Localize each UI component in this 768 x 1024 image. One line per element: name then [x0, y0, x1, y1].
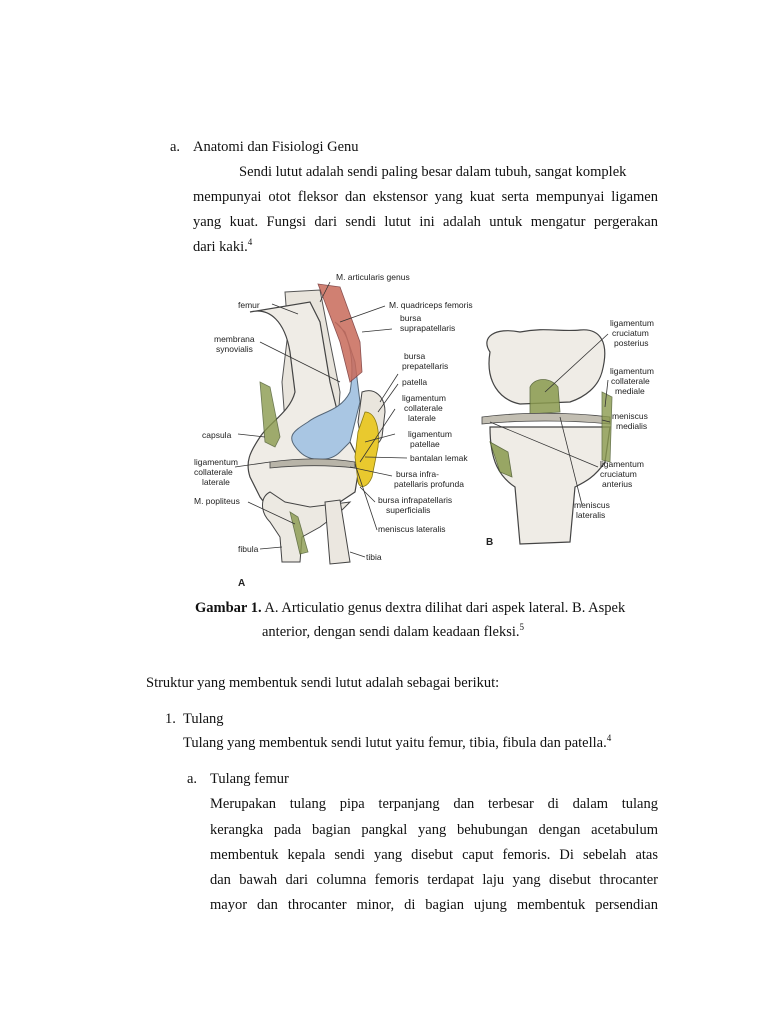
- label-bursa-prepatellaris: bursa: [404, 351, 426, 361]
- label-ligamentum-cruciatum-posterius: ligamentum: [610, 318, 654, 328]
- label-ligamentum-patellae: ligamentum: [408, 429, 452, 439]
- figure-caption-line2: [262, 622, 524, 642]
- label-bursa-infrapatellaris-superficialis: bursa infrapatellaris: [378, 495, 453, 505]
- footnote-ref: 4: [606, 733, 612, 744]
- figure-caption-label: Gambar 1.: [195, 600, 262, 616]
- item-1a-line: Merupakan tulang pipa terpanjang dan terbesar di dalam tulang: [210, 796, 658, 812]
- item-1a-heading: Tulang femur: [210, 771, 289, 787]
- label-bursa-infrapatellaris-superficialis: superficialis: [386, 505, 431, 515]
- panel-a-illustration: [248, 284, 385, 564]
- label-ligamentum-collaterale-laterale: collaterale: [404, 403, 443, 413]
- label-ligamentum-cruciatum-posterius: posterius: [614, 338, 649, 348]
- knee-anatomy-figure: [190, 262, 668, 592]
- figure-caption-line1: [195, 598, 625, 618]
- section-a-para-last: [193, 237, 252, 257]
- figure-caption-text: anterior, dengan sendi dalam keadaan fleksi.: [262, 624, 520, 640]
- item-1a-line: membentuk kepala sendi yang disebut caput femoris. Di sebelah atas: [210, 847, 658, 863]
- label-bantalan-lemak: bantalan lemak: [410, 453, 468, 463]
- label-meniscus-medialis: medialis: [616, 421, 648, 431]
- label-ligamentum-collaterale-laterale: laterale: [408, 413, 436, 423]
- section-a-para-line: dari kaki.: [193, 239, 248, 255]
- panel-b-letter: B: [486, 537, 494, 548]
- item-1-text: Tulang yang membentuk sendi lutut yaitu femur, tibia, fibula dan patella.: [183, 735, 607, 751]
- label-m-articularis-genus: M. articularis genus: [336, 272, 410, 282]
- section-a-heading: Anatomi dan Fisiologi Genu: [193, 139, 359, 155]
- label-membrana-synovialis: synovialis: [216, 344, 253, 354]
- label-m-quadriceps-femoris: M. quadriceps femoris: [389, 300, 473, 310]
- structure-intro: Struktur yang membentuk sendi lutut adalah sebagai berikut:: [146, 675, 500, 691]
- label-fibula: fibula: [238, 544, 259, 554]
- label-ligamentum-cruciatum-anterius: anterius: [602, 479, 633, 489]
- label-capsula: capsula: [202, 430, 232, 440]
- label-bursa-suprapatellaris: bursa: [400, 313, 422, 323]
- footnote-ref: 4: [247, 237, 253, 248]
- panel-a-letter: A: [238, 578, 246, 589]
- section-a-para-line: Sendi lutut adalah sendi paling besar dalam tubuh, sangat komplek: [239, 164, 627, 180]
- item-1-marker: 1.: [165, 711, 176, 727]
- figure-caption-text: A. Articulatio genus dextra dilihat dari aspek lateral. B. Aspek: [261, 600, 626, 616]
- label-bursa-suprapatellaris: suprapatellaris: [400, 323, 456, 333]
- label-ligamentum-cruciatum-anterius: cruciatum: [600, 469, 637, 479]
- label-bursa-infrapatellaris-profunda: patellaris profunda: [394, 479, 464, 489]
- section-a-para-line: yang kuat. Fungsi dari sendi lutut ini adalah untuk mengatur pergerakan: [193, 214, 658, 230]
- label-ligamentum-collaterale-mediale: mediale: [615, 386, 645, 396]
- item-1a-line: kerangka pada bagian pangkal yang behubungan dengan acetabulum: [210, 822, 658, 838]
- label-ligamentum-cruciatum-posterius: cruciatum: [612, 328, 649, 338]
- label-bursa-prepatellaris: prepatellaris: [402, 361, 449, 371]
- label-ligamentum-collaterale-laterale-b: collaterale: [194, 467, 233, 477]
- label-ligamentum-collaterale-laterale-b: laterale: [202, 477, 230, 487]
- label-ligamentum-collaterale-laterale: ligamentum: [402, 393, 446, 403]
- item-1a-line: mayor dan throcanter minor, di bagian ujung membentuk persendian: [210, 897, 658, 913]
- section-a-marker: a.: [170, 139, 181, 155]
- label-meniscus-lateralis: meniscus lateralis: [378, 524, 446, 534]
- item-1-heading: Tulang: [183, 711, 224, 727]
- item-1a-marker: a.: [187, 771, 198, 787]
- label-tibia: tibia: [366, 552, 382, 562]
- label-meniscus-medialis: meniscus: [612, 411, 648, 421]
- label-meniscus-lateralis-b: lateralis: [576, 510, 606, 520]
- label-ligamentum-collaterale-laterale-b: ligamentum: [194, 457, 238, 467]
- footnote-ref: 5: [519, 622, 524, 633]
- label-ligamentum-patellae: patellae: [410, 439, 440, 449]
- label-ligamentum-collaterale-mediale: ligamentum: [610, 366, 654, 376]
- label-m-popliteus: M. popliteus: [194, 496, 240, 506]
- label-femur: femur: [238, 300, 260, 310]
- label-ligamentum-collaterale-mediale: collaterale: [611, 376, 650, 386]
- item-1-text-line: [183, 733, 611, 753]
- item-1a-line: dan bawah dari columna femoris terdapat laju yang disebut throcanter: [210, 872, 658, 888]
- label-bursa-infrapatellaris-profunda: bursa infra-: [396, 469, 439, 479]
- label-membrana-synovialis: membrana: [214, 334, 255, 344]
- section-a-para-line: mempunyai otot fleksor dan ekstensor yang kuat serta mempunyai ligamen: [193, 189, 658, 205]
- label-patella: patella: [402, 377, 428, 387]
- label-ligamentum-cruciatum-anterius: ligamentum: [600, 459, 644, 469]
- label-meniscus-lateralis-b: meniscus: [574, 500, 610, 510]
